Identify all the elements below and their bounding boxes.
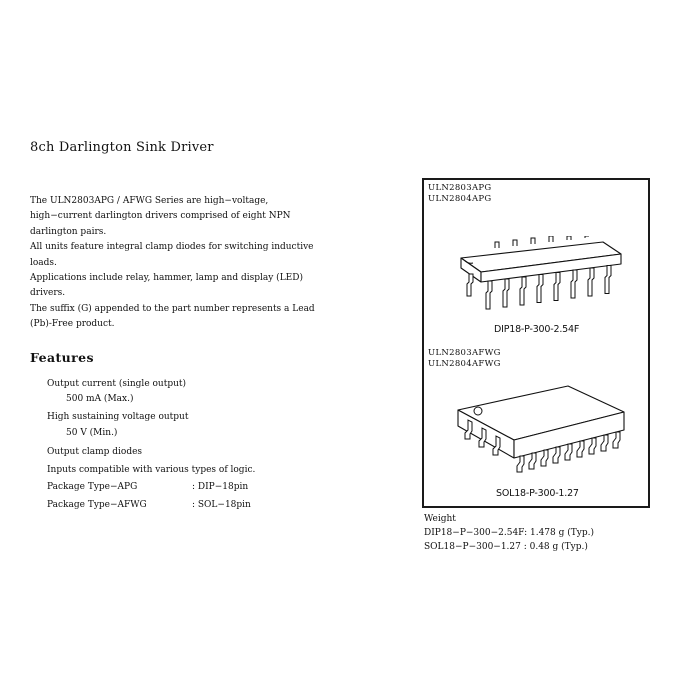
dip-package-label: DIP18-P-300-2.54F — [494, 324, 580, 335]
description-line: Applications include relay, hammer, lamp and display (LED) — [30, 273, 303, 284]
description-line: All units feature integral clamp diodes for switching inductive — [30, 242, 314, 253]
sol-package-label: SOL18-P-300-1.27 — [496, 488, 579, 499]
weight-heading: Weight — [424, 514, 456, 524]
dip-part-number-2: ULN2804APG — [428, 194, 492, 204]
dip-package-drawing — [455, 236, 630, 324]
description-line: (Pb)-Free product. — [30, 319, 115, 330]
weight-sol: SOL18−P−300−1.27 : 0.48 g (Typ.) — [424, 542, 588, 552]
package-apg-value: : DIP−18pin — [192, 482, 249, 492]
weight-section — [424, 512, 594, 554]
feature-output-current-value: 500 mA (Max.) — [66, 394, 134, 404]
feature-package-afwg — [47, 499, 347, 511]
sol-package-drawing — [448, 380, 638, 480]
feature-output-current: Output current (single output) — [47, 379, 187, 389]
sol-part-number-1: ULN2803AFWG — [428, 348, 501, 358]
features-heading: Features — [30, 350, 94, 365]
feature-sustaining-voltage-value: 50 V (Min.) — [66, 428, 118, 438]
sol-part-number-2: ULN2804AFWG — [428, 359, 501, 369]
feature-package-apg — [47, 481, 347, 493]
dip-part-number-1: ULN2803APG — [428, 183, 492, 193]
description-line: The suffix (G) appended to the part number represents a Lead — [30, 303, 315, 314]
description-line: darlington pairs. — [30, 226, 107, 237]
description-line: The ULN2803APG / AFWG Series are high−voltage, — [30, 196, 269, 206]
description — [30, 194, 330, 333]
package-afwg-value: : SOL−18pin — [192, 500, 251, 510]
weight-dip: DIP18−P−300−2.54F: 1.478 g (Typ.) — [424, 528, 594, 538]
description-line: drivers. — [30, 288, 66, 299]
description-line: high−current darlington drivers comprised of eight NPN — [30, 211, 291, 222]
feature-inputs-compatible: Inputs compatible with various types of logic. — [47, 465, 256, 475]
package-apg-label: Package Type−APG — [47, 482, 138, 492]
page-title: 8ch Darlington Sink Driver — [30, 140, 214, 155]
feature-sustaining-voltage: High sustaining voltage output — [47, 412, 189, 422]
package-afwg-label: Package Type−AFWG — [47, 500, 147, 510]
description-line: loads. — [30, 257, 57, 268]
feature-clamp-diodes: Output clamp diodes — [47, 447, 143, 457]
